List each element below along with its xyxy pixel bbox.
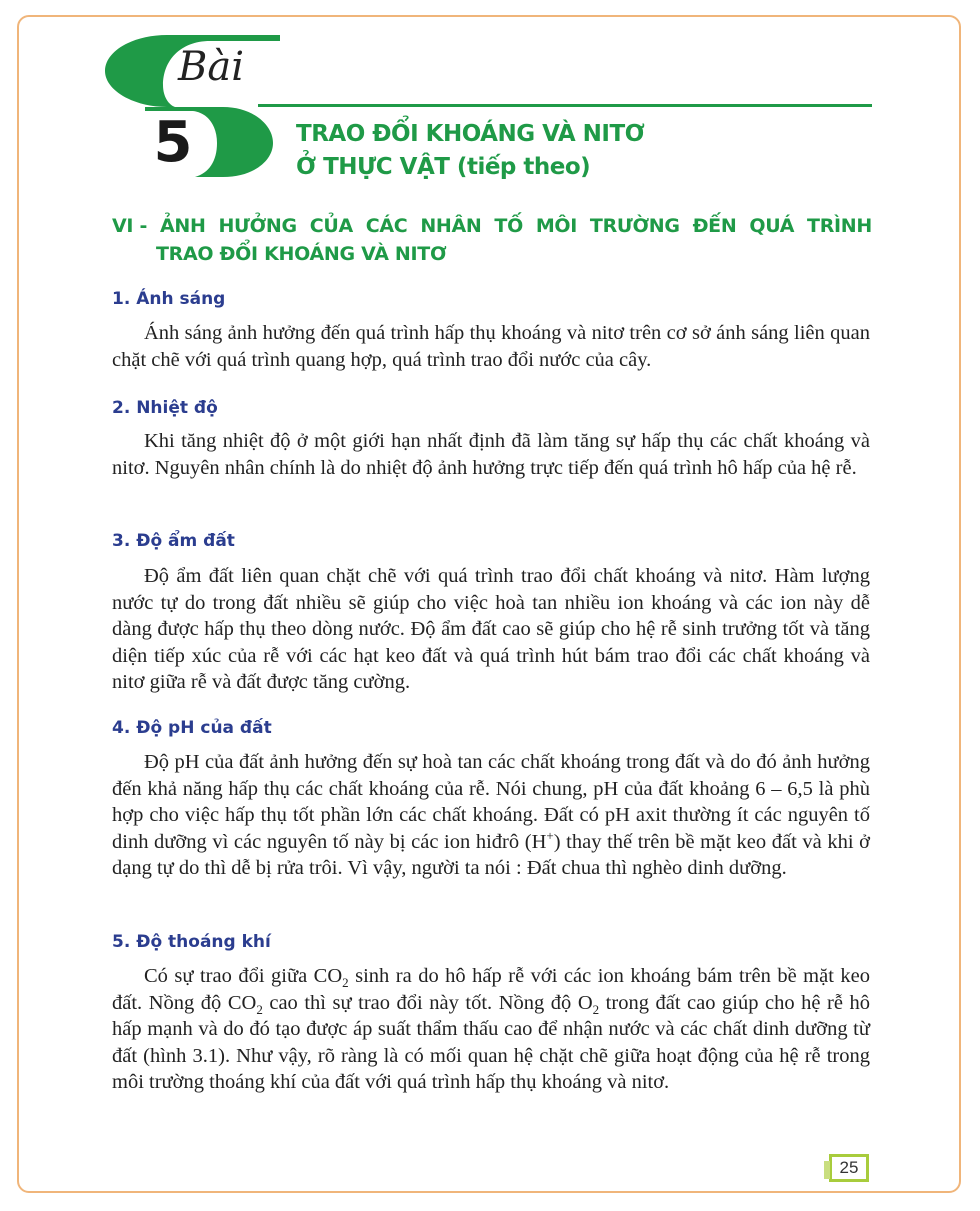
aeration-subscript-1: 2 [342, 975, 349, 991]
ph-text-a: Độ pH của đất ảnh hưởng đến sự hoà tan các chất khoáng trong đất và do đó ảnh hưởng đến khả năng hấp thụ các chất khoáng của rễ. Nói chung, pH của đất khoảng 6 – 6,5 là phù hợp cho việc hấp thụ tốt phần lớn các chất khoáng. Đất có pH axit thường ít các nguyên tố dinh dưỡng vì các nguyên tố này bị các ion hiđrô (H [112, 751, 870, 853]
subsection-heading-light: 1. Ánh sáng [112, 289, 226, 309]
subsection-heading-temperature: 2. Nhiệt độ [112, 398, 218, 418]
section-word: TRƯỜNG [589, 215, 680, 237]
subsection-heading-soil-moisture: 3. Độ ẩm đất [112, 531, 235, 551]
section-word: ĐẾN [692, 215, 737, 237]
subsection-heading-soil-ph: 4. Độ pH của đất [112, 718, 272, 738]
lesson-title-line2: Ở THỰC VẬT (tiếp theo) [296, 154, 591, 180]
section-heading-line2: TRAO ĐỔI KHOÁNG VÀ NITƠ [156, 243, 447, 265]
paragraph-aeration [112, 963, 870, 1096]
section-word: ẢNH [159, 215, 206, 237]
paragraph-soil-ph [112, 749, 870, 882]
section-word: TỐ [494, 215, 523, 237]
lesson-title-line1: TRAO ĐỔI KHOÁNG VÀ NITƠ [296, 121, 645, 147]
aeration-text-2: sinh ra do hô hấp rễ với các ion khoáng bám trên bề mặt keo đất. Nồng độ CO [112, 965, 870, 1014]
section-word: CỦA [309, 215, 353, 237]
section-word: HƯỞNG [218, 215, 297, 237]
section-word: QUÁ [749, 215, 795, 237]
page-number: 25 [829, 1154, 869, 1182]
section-word: CÁC [365, 215, 408, 237]
lesson-label: Bài [178, 44, 245, 90]
lesson-title [296, 118, 644, 184]
title-rule [258, 104, 872, 107]
paragraph-temperature: Khi tăng nhiệt độ ở một giới hạn nhất định đã làm tăng sự hấp thụ các chất khoáng và nitơ. Nguyên nhân chính là do nhiệt độ ảnh hưởng trực tiếp đến quá trình hô hấp của hệ rễ. [112, 430, 870, 479]
section-heading [112, 212, 872, 268]
section-word: MÔI [535, 215, 578, 237]
paragraph-soil-moisture: Độ ẩm đất liên quan chặt chẽ với quá trình trao đổi chất khoáng và nitơ. Hàm lượng nước tự do trong đất nhiều sẽ giúp cho việc hoà tan nhiều ion khoáng và các ion này dễ dàng được hấp thụ theo dòng nước. Độ ẩm đất cao sẽ giúp cho hệ rễ sinh trưởng tốt và tăng diện tiếp xúc của rễ với các hạt keo đất và quá trình hút bám trao đổi các chất khoáng và nitơ giữa rễ và đất được tăng cường. [112, 565, 870, 693]
ph-text-b: ) thay thế trên bề mặt keo đất và khi ở dạng tự do thì dễ bị rửa trôi. Vì vậy, người ta nói : Đất chua thì nghèo dinh dưỡng. [112, 830, 871, 879]
section-heading-line1 [112, 212, 872, 240]
section-word: TRÌNH [807, 215, 872, 237]
section-word: VI - [112, 215, 148, 237]
aeration-text-3: cao thì sự trao đổi này tốt. Nồng độ O [262, 991, 593, 1014]
ph-superscript: + [546, 827, 554, 843]
aeration-subscript-3: 2 [592, 1001, 600, 1017]
aeration-text-4: trong đất cao giúp cho hệ rễ hô hấp mạnh và do đó tạo được áp suất thẩm thấu cao để nhận nước và các chất dinh dưỡng từ đất (hình 3.1). Như vậy, rõ ràng là có mối quan hệ chặt chẽ giữa hoạt động của hệ rễ trong môi trường thoáng khí của đất với quá trình hấp thụ khoáng và nitơ. [112, 991, 871, 1093]
paragraph-light: Ánh sáng ảnh hưởng đến quá trình hấp thụ khoáng và nitơ trên cơ sở ánh sáng liên quan chặt chẽ với quá trình quang hợp, quá trình trao đổi nước của cây. [112, 322, 870, 371]
aeration-text-1: Có sự trao đổi giữa CO [144, 965, 343, 987]
lesson-number: 5 [153, 110, 193, 175]
aeration-subscript-2: 2 [256, 1001, 263, 1017]
section-word: NHÂN [420, 215, 482, 237]
subsection-heading-aeration: 5. Độ thoáng khí [112, 932, 271, 952]
